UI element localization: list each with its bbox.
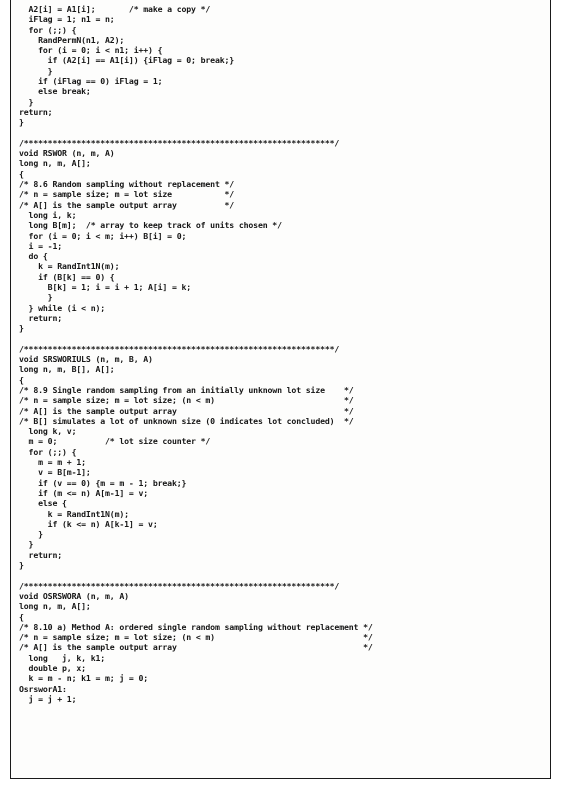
code-line: long B[m]; /* array to keep track of units chosen */ bbox=[19, 220, 282, 231]
code-listing bbox=[19, 4, 373, 704]
code-line: B[k] = 1; i = i + 1; A[i] = k; bbox=[19, 282, 192, 293]
code-line: i = -1; bbox=[19, 240, 63, 251]
code-line: /* B[] simulates a lot of unknown size (0 indicates lot concluded) */ bbox=[19, 415, 354, 426]
code-line: } bbox=[19, 117, 24, 128]
code-line: k = RandInt1N(m); bbox=[19, 261, 120, 272]
code-line: { bbox=[19, 168, 24, 179]
code-line: /* A[] is the sample output array */ bbox=[19, 199, 235, 210]
code-line: } bbox=[19, 292, 53, 303]
code-line: iFlag = 1; n1 = n; bbox=[19, 14, 115, 25]
code-line: long n, m, A[]; bbox=[19, 601, 91, 612]
code-line: m = 0; /* lot size counter */ bbox=[19, 436, 211, 447]
code-line: A2[i] = A1[i]; /* make a copy */ bbox=[19, 4, 211, 14]
code-line bbox=[19, 334, 373, 344]
code-line: /* n = sample size; m = lot size; (n < m) */ bbox=[19, 395, 354, 406]
code-line: if (A2[i] == A1[i]) {iFlag = 0; break;} bbox=[19, 55, 235, 66]
code-line: if (iFlag == 0) iFlag = 1; bbox=[19, 76, 163, 87]
code-line bbox=[19, 570, 373, 580]
code-line: OsrsworA1: bbox=[19, 683, 67, 694]
code-line: /* A[] is the sample output array */ bbox=[19, 642, 373, 653]
code-line: double p, x; bbox=[19, 663, 86, 673]
code-line: } bbox=[19, 323, 24, 334]
code-line: } bbox=[19, 96, 34, 107]
code-line: if (m <= n) A[m-1] = v; bbox=[19, 487, 149, 498]
code-line: /* 8.9 Single random sampling from an initially unknown lot size */ bbox=[19, 384, 354, 395]
code-line: k = m - n; k1 = m; j = 0; bbox=[19, 673, 149, 684]
code-line: /*****************************************************************/ bbox=[19, 343, 340, 354]
code-line: void OSRSWORA (n, m, A) bbox=[19, 590, 129, 601]
code-line: /* 8.10 a) Method A: ordered single random sampling without replacement */ bbox=[19, 621, 373, 632]
code-line: } while (i < n); bbox=[19, 302, 106, 313]
code-line: long k, v; bbox=[19, 426, 77, 437]
code-line: return; bbox=[19, 312, 63, 323]
code-line: void RSWOR (n, m, A) bbox=[19, 148, 115, 159]
code-line: } bbox=[19, 539, 34, 550]
code-line: } bbox=[19, 529, 43, 540]
code-line: if (k <= n) A[k-1] = v; bbox=[19, 518, 158, 529]
code-page bbox=[10, 0, 551, 779]
code-line: RandPermN(n1, A2); bbox=[19, 34, 125, 45]
code-line: /* A[] is the sample output array */ bbox=[19, 405, 354, 416]
code-line: /* n = sample size; m = lot size; (n < m) */ bbox=[19, 632, 373, 643]
code-line: do { bbox=[19, 251, 48, 262]
code-line: j = j + 1; bbox=[19, 693, 77, 704]
code-line: /*****************************************************************/ bbox=[19, 580, 340, 591]
code-line: for (;;) { bbox=[19, 24, 77, 35]
code-line: v = B[m-1]; bbox=[19, 467, 91, 478]
code-line: return; bbox=[19, 549, 63, 560]
code-line: long n, m, B[], A[]; bbox=[19, 364, 115, 375]
code-line: for (i = 0; i < n1; i++) { bbox=[19, 45, 163, 56]
code-line: /* n = sample size; m = lot size */ bbox=[19, 189, 235, 200]
code-line: } bbox=[19, 65, 53, 76]
code-line: /*****************************************************************/ bbox=[19, 137, 340, 148]
code-line: k = RandInt1N(m); bbox=[19, 508, 129, 519]
code-line: if (v == 0) {m = m - 1; break;} bbox=[19, 477, 187, 488]
code-line: return; bbox=[19, 106, 53, 117]
code-line: long j, k, k1; bbox=[19, 652, 106, 663]
code-line: else { bbox=[19, 498, 67, 509]
code-line: { bbox=[19, 611, 24, 622]
code-line: } bbox=[19, 560, 24, 571]
code-line: m = m + 1; bbox=[19, 457, 86, 468]
code-line: long i, k; bbox=[19, 209, 77, 220]
code-line: for (;;) { bbox=[19, 446, 77, 457]
code-line: void SRSWORIULS (n, m, B, A) bbox=[19, 354, 153, 365]
code-line: /* 8.6 Random sampling without replacement */ bbox=[19, 179, 235, 190]
code-line: if (B[k] == 0) { bbox=[19, 271, 115, 282]
code-line bbox=[19, 128, 373, 138]
code-line: else break; bbox=[19, 86, 91, 97]
code-line: { bbox=[19, 374, 24, 385]
code-line: long n, m, A[]; bbox=[19, 158, 91, 169]
code-line: for (i = 0; i < m; i++) B[i] = 0; bbox=[19, 230, 187, 241]
